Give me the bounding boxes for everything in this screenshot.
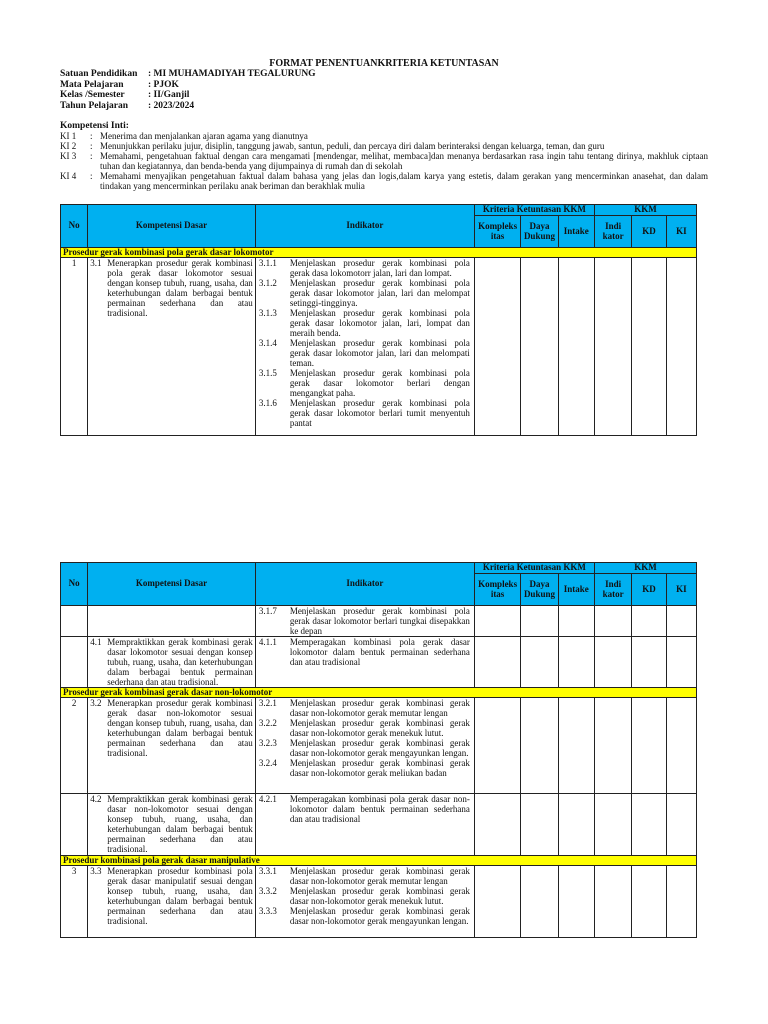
table-row <box>61 794 697 856</box>
kkm-indikator-cell <box>594 637 631 688</box>
row-number <box>61 794 88 856</box>
indikator-cell <box>255 606 474 637</box>
header-ki: KI <box>666 574 696 606</box>
table-row <box>61 258 697 436</box>
header-kompleksitas: Kompleksitas <box>474 574 520 606</box>
ki-separator: : <box>90 131 93 141</box>
ki-item <box>60 171 708 191</box>
ki-list <box>60 131 708 191</box>
kkm-kd-cell <box>632 698 666 794</box>
kkm-indikator-cell <box>594 698 631 794</box>
indikator-number: 3.3.3 <box>258 906 277 916</box>
table-row <box>61 637 697 688</box>
intake-cell <box>558 606 594 637</box>
indikator-item <box>256 308 474 338</box>
indikator-number: 3.1.5 <box>258 368 277 378</box>
kkm-ki-cell <box>666 637 696 688</box>
indikator-number: 3.1.2 <box>258 278 277 288</box>
kd-number: 3.2 <box>90 698 102 708</box>
indikator-item <box>256 278 474 308</box>
kompleksitas-cell <box>474 258 520 436</box>
kkm-kd-cell <box>632 866 666 938</box>
ki-item <box>60 141 708 151</box>
meta-value: : PJOK <box>148 79 179 90</box>
meta-row-tahun <box>60 101 316 112</box>
indikator-text: Menjelaskan prosedur gerak kombinasi pola gerak dasar lokomotor berlari tumit menyentuh pantat <box>289 398 470 428</box>
document-title: FORMAT PENENTUANKRITERIA KETUNTASAN <box>269 58 499 69</box>
indikator-item <box>256 758 474 778</box>
daya-dukung-cell <box>521 698 558 794</box>
header-kd: KD <box>632 574 666 606</box>
meta-row-kelas <box>60 90 316 101</box>
kd-cell <box>88 794 256 856</box>
header-indikator: Indikator <box>255 205 474 248</box>
ki-label: KI 2 <box>60 141 77 151</box>
indikator-number: 3.2.1 <box>258 698 277 708</box>
kkm-table-2 <box>60 562 697 938</box>
indikator-item <box>256 886 474 906</box>
ki-label: KI 3 <box>60 151 77 161</box>
indikator-cell <box>255 637 474 688</box>
ki-separator: : <box>90 171 93 181</box>
section-row-non-lokomotor: Prosedur gerak kombinasi gerak dasar non-lokomotor <box>61 688 697 698</box>
kd-text: Mempraktikkan gerak kombinasi gerak dasar lokomotor sesuai dengan konsep tubuh, ruang, usaha, dan keterhubungan dalam berbagai bentuk permainan sederhana dan atau tradisional. <box>107 637 253 687</box>
header-daya-dukung: Daya Dukung <box>521 216 558 248</box>
indikator-text: Memperagakan kombinasi pola gerak dasar non-lokomotor dalam bentuk permainan sederhana dan atau tradisional <box>289 794 470 824</box>
indikator-text: Menjelaskan prosedur gerak kombinasi pola gerak dasa lokomotorr jalan, lari dan lompat. <box>289 258 470 278</box>
indikator-text: Menjelaskan prosedur gerak kombinasi pola gerak dasar lokomotor berlari dengan mengangkat paha. <box>289 368 470 398</box>
kkm-ki-cell <box>666 794 696 856</box>
kkm-ki-cell <box>666 606 696 637</box>
table-row <box>61 606 697 637</box>
indikator-item <box>256 738 474 758</box>
indikator-number: 3.1.1 <box>258 258 277 268</box>
indikator-number: 3.2.3 <box>258 738 277 748</box>
indikator-text: Memperagakan kombinasi pola gerak dasar lokomotor dalam bentuk permainan sederhana dan atau tradisional <box>289 637 470 667</box>
header-no: No <box>61 205 88 248</box>
kd-number: 3.3 <box>90 866 102 876</box>
kkm-kd-cell <box>632 606 666 637</box>
kd-cell <box>88 637 256 688</box>
meta-row-satuan <box>60 69 316 80</box>
indikator-number: 3.2.2 <box>258 718 277 728</box>
ki-separator: : <box>90 141 93 151</box>
kkm-ki-cell <box>666 258 696 436</box>
kkm-ki-cell <box>666 866 696 938</box>
intake-cell <box>558 866 594 938</box>
indikator-item <box>256 398 474 428</box>
meta-label: Mata Pelajaran <box>60 79 124 90</box>
indikator-item <box>256 606 474 636</box>
meta-label: Kelas /Semester <box>60 90 125 100</box>
daya-dukung-cell <box>521 866 558 938</box>
kd-number: 4.2 <box>90 794 102 804</box>
kd-cell <box>88 606 256 637</box>
indikator-number: 3.1.6 <box>258 398 277 408</box>
header-indikator-kkm: Indi kator <box>594 216 631 248</box>
meta-label: Satuan Pendidikan <box>60 69 138 79</box>
ki-label: KI 1 <box>60 131 77 141</box>
meta-value: : 2023/2024 <box>148 100 195 111</box>
kkm-kd-cell <box>632 258 666 436</box>
indikator-number: 3.1.7 <box>258 606 277 616</box>
indikator-number: 3.2.4 <box>258 758 277 768</box>
kkm-indikator-cell <box>594 258 631 436</box>
row-number <box>61 637 88 688</box>
ki-text: Memahami menyajikan pengetahuan faktual dalam bahasa yang jelas dan logis,dalam karya yang estetis, dalam gerakan yang mencerminkan anasehat, dan dalam tindakan yang mencerminkan perilaku anak beriman dan berakhlak mulia <box>100 171 708 191</box>
header-kkm-group: KKM <box>594 563 696 574</box>
kd-cell <box>88 258 256 436</box>
kd-number: 3.1 <box>90 258 102 268</box>
ki-item <box>60 151 708 171</box>
meta-label: Tahun Pelajaran <box>60 100 129 111</box>
intake-cell <box>558 698 594 794</box>
header-ki: KI <box>666 216 696 248</box>
header-kompetensi-dasar: Kompetensi Dasar <box>88 205 256 248</box>
indikator-item <box>256 637 474 667</box>
header-kompleksitas: Kompleksitas <box>474 216 520 248</box>
row-number <box>61 606 88 637</box>
indikator-number: 3.1.4 <box>258 338 277 348</box>
indikator-text: Menjelaskan prosedur gerak kombinasi pola gerak dasar lokomotor jalan, lari dan melompati teman. <box>289 338 470 368</box>
daya-dukung-cell <box>521 794 558 856</box>
header-intake: Intake <box>558 216 594 248</box>
ki-item <box>60 131 708 141</box>
row-number: 1 <box>61 258 88 436</box>
header-kd: KD <box>632 216 666 248</box>
indikator-text: Menjelaskan prosedur gerak kombinasi gerak dasar non-lokomotor gerak menekuk lutut. <box>289 886 470 906</box>
indikator-number: 3.1.3 <box>258 308 277 318</box>
kompleksitas-cell <box>474 866 520 938</box>
header-kriteria-group: Kriteria Ketuntasan KKM <box>474 205 594 216</box>
indikator-item <box>256 906 474 926</box>
indikator-text: Menjelaskan prosedur gerak kombinasi gerak dasar non-lokomotor gerak menekuk lutut. <box>289 718 470 738</box>
ki-heading: Kompetensi Inti: <box>60 121 129 131</box>
kkm-indikator-cell <box>594 606 631 637</box>
header-kriteria-group: Kriteria Ketuntasan KKM <box>474 563 594 574</box>
indikator-cell <box>255 794 474 856</box>
meta-row-mapel <box>60 80 316 91</box>
kkm-kd-cell <box>632 637 666 688</box>
row-number: 3 <box>61 866 88 938</box>
kd-text: Mempraktikkan gerak kombinasi gerak dasar non-lokomotor sesuai dengan konsep tubuh, ruang, usaha, dan keterhubungan dalam berbagai bentuk permainan sederhana dan atau tradisional. <box>107 794 253 854</box>
indikator-text: Menjelaskan prosedur gerak kombinasi gerak dasar non-lokomotor gerak memutar lengan <box>289 866 470 886</box>
daya-dukung-cell <box>521 606 558 637</box>
indikator-text: Menjelaskan prosedur gerak kombinasi pola gerak dasar lokomotor jalan, lari, lompat dan meraih benda. <box>289 308 470 338</box>
indikator-text: Menjelaskan prosedur gerak kombinasi gerak dasar non-lokomotor gerak meliukan badan <box>289 758 470 778</box>
kompleksitas-cell <box>474 794 520 856</box>
intake-cell <box>558 794 594 856</box>
indikator-item <box>256 368 474 398</box>
intake-cell <box>558 258 594 436</box>
indikator-cell <box>255 258 474 436</box>
meta-value: : MI MUHAMADIYAH TEGALURUNG <box>148 69 316 79</box>
ki-label: KI 4 <box>60 171 77 181</box>
kkm-table-1 <box>60 204 697 436</box>
kkm-indikator-cell <box>594 866 631 938</box>
ki-separator: : <box>90 151 93 161</box>
kompleksitas-cell <box>474 637 520 688</box>
kkm-kd-cell <box>632 794 666 856</box>
indikator-item <box>256 794 474 824</box>
kompleksitas-cell <box>474 606 520 637</box>
indikator-number: 4.2.1 <box>258 794 277 804</box>
header-no: No <box>61 563 88 606</box>
row-number: 2 <box>61 698 88 794</box>
indikator-text: Menjelaskan prosedur gerak kombinasi pola gerak dasar lokomotor berlari tungkai disepakkan ke depan <box>289 606 470 636</box>
kkm-indikator-cell <box>594 794 631 856</box>
table-row <box>61 866 697 938</box>
indikator-text: Menjelaskan prosedur gerak kombinasi gerak dasar non-lokomotor gerak memutar lengan <box>289 698 470 718</box>
indikator-text: Menjelaskan prosedur gerak kombinasi gerak dasar non-lokomotor gerak mengayunkan lengan. <box>289 906 470 926</box>
kd-text: Menerapkan prosedur gerak kombinasi pola gerak dasar lokomotor sesuai dengan konsep tubuh, ruang, usaha, dan keterhubungan dalam berbagai bentuk permainan sederhana dan atau tradisional. <box>107 258 253 318</box>
indikator-item <box>256 718 474 738</box>
indikator-item <box>256 258 474 278</box>
section-row-lokomotor: Prosedur gerak kombinasi pola gerak dasar lokomotor <box>61 248 697 258</box>
kd-cell <box>88 698 256 794</box>
indikator-number: 3.3.1 <box>258 866 277 876</box>
ki-text: Menunjukkan perilaku jujur, disiplin, tanggung jawab, santun, peduli, dan percaya diri dalam berinteraksi dengan keluarga, teman, dan guru <box>100 141 605 151</box>
indikator-number: 3.3.2 <box>258 886 277 896</box>
indikator-text: Menjelaskan prosedur gerak kombinasi pola gerak dasar lokomotor jalan, lari dan melompat setinggi-tingginya. <box>289 278 470 308</box>
header-intake: Intake <box>558 574 594 606</box>
indikator-text: Menjelaskan prosedur gerak kombinasi gerak dasar non-lokomotor gerak mengayunkan lengan. <box>289 738 470 758</box>
ki-text: Memahami, pengetahuan faktual dengan cara mengamati [mendengar, melihat, membaca]dan menanya berdasarkan rasa ingin tahu tentang dirinya, makhluk ciptaan tuhan dan kegiatannya, dan benda-benda yang dijumpainya di rumah dan di sekolah <box>100 151 708 171</box>
kd-text: Menerapkan prosedur kombinasi pola gerak dasar manipulatif sesuai dengan konsep tubuh, ruang, usaha, dan keterhubungan dalam berbagai bentuk permainan sederhana dan atau tradisional. <box>107 866 253 926</box>
indikator-cell <box>255 866 474 938</box>
header-kkm-group: KKM <box>594 205 696 216</box>
section-row-manipulative: Prosedur kombinasi pola gerak dasar manipulative <box>61 856 697 866</box>
ki-text: Menerima dan menjalankan ajaran agama yang dianutnya <box>100 131 308 141</box>
header-daya-dukung: Daya Dukung <box>521 574 558 606</box>
indikator-number: 4.1.1 <box>258 637 277 647</box>
header-indikator-kkm: Indi kator <box>594 574 631 606</box>
header-kompetensi-dasar: Kompetensi Dasar <box>88 563 256 606</box>
kd-cell <box>88 866 256 938</box>
indikator-item <box>256 866 474 886</box>
header-indikator: Indikator <box>255 563 474 606</box>
intake-cell <box>558 637 594 688</box>
indikator-item <box>256 338 474 368</box>
table-row <box>61 698 697 794</box>
daya-dukung-cell <box>521 258 558 436</box>
indikator-cell <box>255 698 474 794</box>
indikator-item <box>256 698 474 718</box>
meta-value: : II/Ganjil <box>148 90 190 100</box>
identity-block <box>60 69 316 111</box>
daya-dukung-cell <box>521 637 558 688</box>
kd-number: 4.1 <box>90 637 102 647</box>
kd-text: Menerapkan prosedur gerak kombinasi gerak dasar non-lokomotor sesuai dengan konsep tubuh, ruang, usaha, dan keterhubungan dalam berbagai bentuk permainan sederhana dan atau tradisional. <box>107 698 253 758</box>
kkm-ki-cell <box>666 698 696 794</box>
kompleksitas-cell <box>474 698 520 794</box>
